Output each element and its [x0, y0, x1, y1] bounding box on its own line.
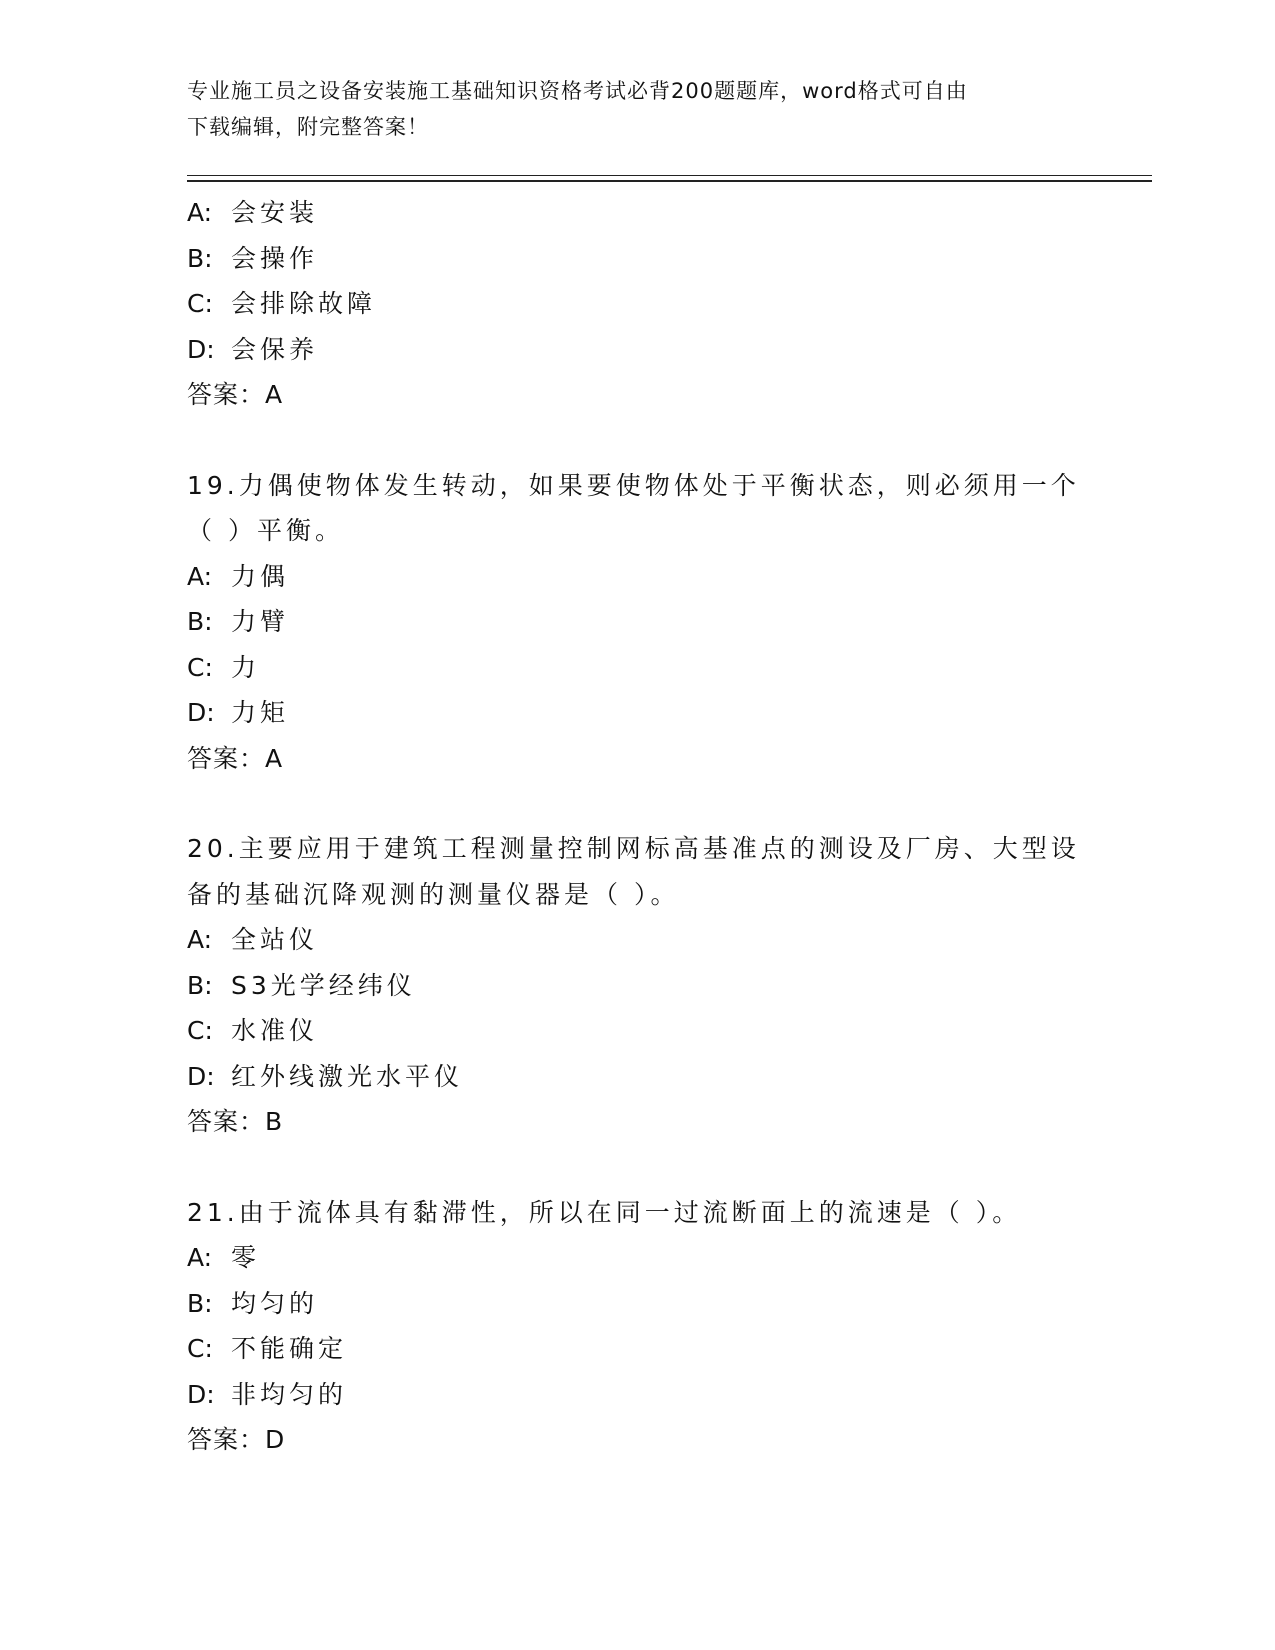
option-text: 水准仪 — [231, 1016, 319, 1045]
header-divider-thin — [187, 175, 1152, 176]
answer-line: 答案：D — [187, 1425, 286, 1454]
option-text: S3光学经纬仪 — [231, 970, 416, 1000]
option-letter: D: — [187, 1061, 215, 1091]
header-title-line-2: 下载编辑，附完整答案！ — [187, 115, 429, 139]
option-text: 会排除故障 — [231, 289, 377, 318]
option-letter: C: — [187, 289, 213, 318]
option-letter: D: — [187, 698, 215, 727]
option-text: 会安装 — [231, 198, 319, 227]
option-letter: C: — [187, 1334, 213, 1363]
answer-line: 答案：A — [187, 380, 284, 409]
option-a — [187, 917, 1087, 963]
option-letter: A: — [187, 925, 213, 954]
question-19 — [187, 463, 1087, 782]
option-letter: B: — [187, 970, 213, 1000]
option-text: 非均匀的 — [231, 1379, 348, 1409]
option-letter: C: — [187, 652, 213, 682]
header-title-line-1: 专业施工员之设备安装施工基础知识资格考试必背200题题库，word格式可自由 — [187, 79, 968, 103]
option-a — [187, 554, 1087, 600]
option-text: 力臂 — [231, 607, 290, 636]
option-letter: A: — [187, 561, 213, 591]
option-text: 力矩 — [231, 698, 290, 727]
option-a — [187, 1235, 1087, 1281]
option-text: 零 — [231, 1243, 261, 1272]
option-letter: A: — [187, 1243, 213, 1272]
option-c — [187, 281, 1087, 327]
question-stem-line-1: 20.主要应用于建筑工程测量控制网标高基准点的测设及厂房、大型设 — [187, 834, 1080, 863]
option-text: 力偶 — [231, 561, 290, 591]
option-letter: D: — [187, 334, 215, 364]
question-18 — [187, 190, 1087, 418]
option-b — [187, 236, 1087, 282]
option-letter: C: — [187, 1016, 213, 1045]
question-stem-line-1: 19.力偶使物体发生转动，如果要使物体处于平衡状态，则必须用一个 — [187, 470, 1080, 500]
option-text: 会操作 — [231, 243, 319, 273]
answer-line: 答案：B — [187, 1107, 284, 1136]
question-spacer — [187, 781, 1087, 826]
option-letter: B: — [187, 1288, 213, 1318]
option-b — [187, 1281, 1087, 1327]
question-list — [187, 190, 1087, 1463]
option-d — [187, 1372, 1087, 1418]
question-21 — [187, 1190, 1087, 1463]
option-a — [187, 190, 1087, 236]
option-text: 会保养 — [231, 334, 319, 364]
option-d — [187, 1054, 1087, 1100]
option-letter: D: — [187, 1379, 215, 1409]
option-b — [187, 963, 1087, 1009]
option-c — [187, 645, 1087, 691]
option-c — [187, 1326, 1087, 1372]
option-text: 全站仪 — [231, 925, 319, 954]
question-stem-line-2: 备的基础沉降观测的测量仪器是（ ）。 — [187, 879, 680, 909]
option-d — [187, 327, 1087, 373]
option-b — [187, 599, 1087, 645]
question-spacer — [187, 1145, 1087, 1190]
option-letter: A: — [187, 198, 213, 227]
question-stem-line-1: 21.由于流体具有黏滞性，所以在同一过流断面上的流速是（ ）。 — [187, 1197, 1022, 1227]
document-header — [187, 73, 1087, 145]
question-stem-line-2: （ ）平衡。 — [187, 516, 344, 545]
option-text: 红外线激光水平仪 — [231, 1061, 464, 1091]
question-spacer — [187, 418, 1087, 463]
header-divider-thick — [187, 180, 1152, 182]
answer-line: 答案：A — [187, 743, 284, 773]
option-c — [187, 1008, 1087, 1054]
question-20 — [187, 826, 1087, 1145]
option-text: 力 — [231, 652, 261, 682]
option-letter: B: — [187, 243, 213, 273]
option-text: 不能确定 — [231, 1334, 348, 1363]
option-d — [187, 690, 1087, 736]
option-letter: B: — [187, 607, 213, 636]
option-text: 均匀的 — [231, 1288, 319, 1318]
